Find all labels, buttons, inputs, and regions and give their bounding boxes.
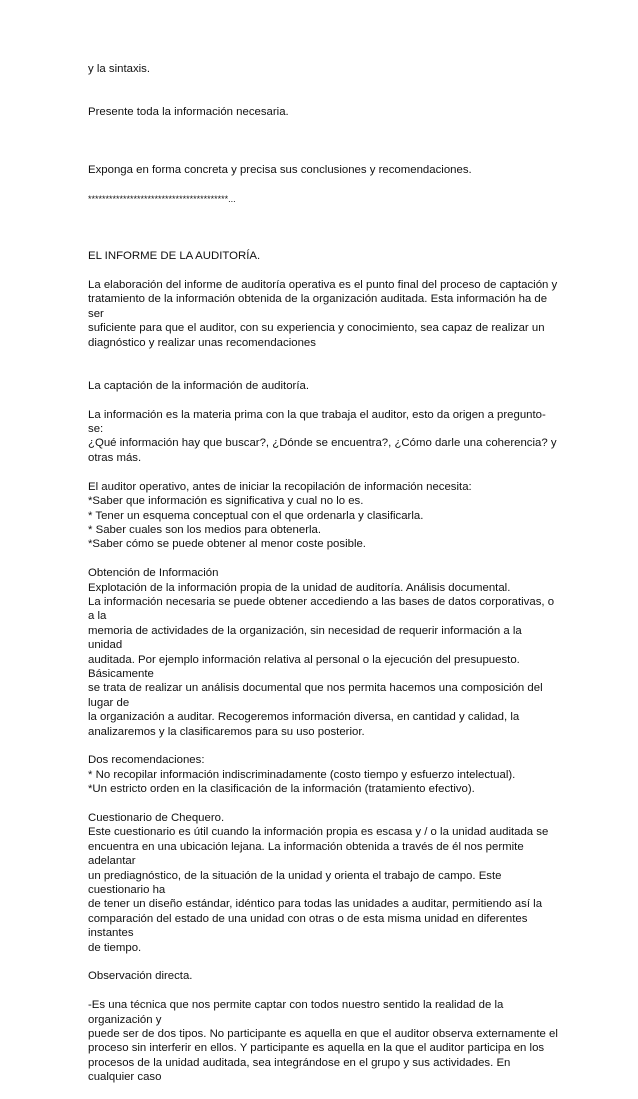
separator-stars: ****************************************...	[88, 193, 236, 204]
paragraph-informacion: La información es la materia prima con la que trabaja el auditor, esto da origen a pregunto-se: ¿Qué información hay que buscar?, ¿Dónde se encuentra?, ¿Cómo darle una coherencia? y otras más.	[88, 408, 557, 464]
heading-observacion: Observación directa.	[88, 970, 193, 983]
exponga-text: Exponga en forma concreta y precisa sus conclusiones y recomendaciones.	[88, 163, 472, 176]
paragraph-tecnica: -Es una técnica que nos permite captar con todos nuestro sentido la realidad de la organización y puede ser de dos tipos. No participante es aquella en que el auditor observa externamente el proceso sin interferir en ellos. Y participante es aquella en la que el auditor participa en los procesos de la unidad auditada, sea integrándose en el grupo y sus actividades. En cualquier caso	[88, 999, 558, 1084]
paragraph-recomendaciones: Dos recomendaciones: * No recopilar información indiscriminadamente (costo tiempo y esfuerzo intelectual). *Un estricto orden en la clasificación de la información (tratamiento efectivo).	[88, 754, 516, 796]
paragraph-auditor-operativo: El auditor operativo, antes de iniciar la recopilación de información necesita: *Saber que información es significativa y cual no lo es. * Tener un esquema conceptual con el que ordenarla y clasificarla. * Saber cuales son los medios para obtenerla. *Saber cómo se puede obtener al menor coste posible.	[88, 480, 472, 551]
document-page	[88, 62, 558, 1099]
heading-captacion: La captación de la información de auditoría.	[88, 379, 309, 392]
informe-body: La elaboración del informe de auditoría operativa es el punto final del proceso de captación y tratamiento de la información obtenida de la organización auditada. Esta información ha de ser suficiente para que el auditor, con su experiencia y conocimiento, sea capaz de realizar un diagnóstico y realizar unas recomendaciones	[88, 279, 558, 349]
paragraph-sintaxis: y la sintaxis.	[88, 63, 151, 75]
section-informe	[88, 235, 558, 365]
paragraph-presente: Presente toda la información necesaria.	[88, 106, 289, 119]
paragraph-cuestionario: Cuestionario de Chequero. Este cuestionario es útil cuando la información propia es escasa y / o la unidad auditada se encuentra en una ubicación lejana. La información obtenida a través de él nos permite adelantar un prediagnóstico, de la situación de la unidad y orienta el trabajo de campo. Este cuestionario ha de tener un diseño estándar, idéntico para todas las unidades a auditar, permitiendo así la comparación del estado de una unidad con otras o de esta misma unidad en diferentes instantes de tiempo.	[88, 811, 549, 954]
paragraph-obtencion: Obtención de Información Explotación de la información propia de la unidad de auditoría. Análisis documental. La información necesaria se puede obtener accediendo a las bases de datos corporativas, o a la memoria de actividades de la organización, sin necesidad de requerir información a la unidad auditada. Por ejemplo información relativa al personal o la ejecución del presupuesto. Básicamente se trata de realizar un análisis documental que nos permita hacemos una composición del lugar de la organización a auditar. Recogeremos información diversa, en cantidad y calidad, la analizaremos y la clasificaremos para su uso posterior.	[88, 567, 555, 738]
section-title-informe: EL INFORME DE LA AUDITORÍA.	[88, 250, 261, 263]
paragraph-exponga	[88, 148, 558, 220]
